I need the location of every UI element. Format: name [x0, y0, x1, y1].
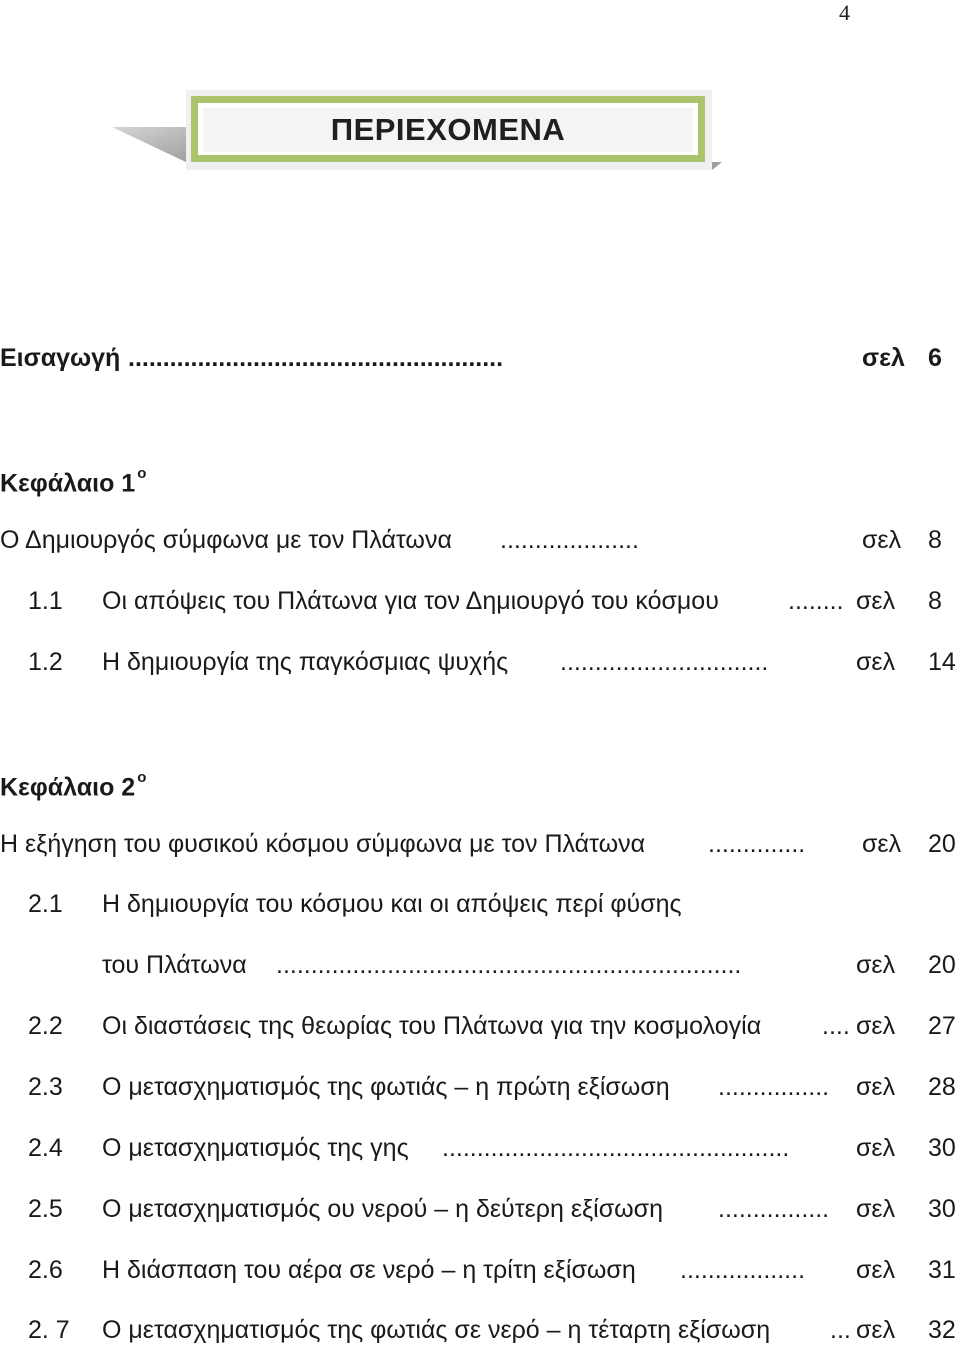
toc-leader-dots: .................... [500, 526, 639, 554]
toc-page-number: 6 [928, 344, 942, 372]
title-banner [112, 90, 722, 175]
toc-leader-dots: .... [822, 1012, 850, 1040]
toc-sel-label: σελ [862, 344, 905, 372]
toc-entry-2-4[interactable] [0, 1130, 960, 1166]
toc-entry-2-5[interactable] [0, 1191, 960, 1227]
toc-entry-text: Ο μετασχηματισμός της φωτιάς – η πρώτη εξίσωση [102, 1073, 670, 1101]
toc-section-number: 2.2 [28, 1012, 63, 1040]
toc-entry-text: Οι διαστάσεις της θεωρίας του Πλάτωνα για την κοσμολογία [102, 1012, 762, 1040]
toc-sel-label: σελ [856, 1256, 896, 1284]
toc-entry-text: Η δημιουργία του κόσμου και οι απόψεις περί φύσης [102, 890, 682, 918]
page-title: ΠΕΡΙΕΧΟΜΕΝΑ [330, 112, 566, 147]
toc-page-number: 30 [928, 1134, 956, 1162]
toc-entry-2-2[interactable] [0, 1008, 960, 1044]
toc-entry-text: Η διάσπαση του αέρα σε νερό – η τρίτη εξίσωση [102, 1256, 636, 1284]
toc-sel-label: σελ [856, 1195, 896, 1223]
page-number: 4 [839, 0, 850, 25]
toc-sel-label: σελ [862, 526, 902, 554]
toc-sel-label: σελ [856, 648, 896, 676]
toc-entry-chapter-2[interactable] [0, 826, 960, 862]
toc-entry-2-1-continued[interactable] [0, 947, 960, 983]
toc-sel-label: σελ [862, 830, 902, 858]
toc-page-number: 31 [928, 1256, 956, 1284]
toc-page-number: 20 [928, 830, 956, 858]
toc-entry-2-3[interactable] [0, 1069, 960, 1105]
chapter-1-heading [0, 460, 960, 496]
toc-leader-dots: .............. [708, 830, 806, 858]
toc-entry-1-2[interactable] [0, 644, 960, 680]
toc-page-number: 28 [928, 1073, 956, 1101]
toc-leader-dots: ... [830, 1316, 851, 1344]
toc-page-number: 8 [928, 587, 942, 615]
banner-inner [203, 108, 693, 152]
toc-section-number: 2.6 [28, 1256, 63, 1284]
toc-sel-label: σελ [856, 587, 896, 615]
toc-sel-label: σελ [856, 1134, 896, 1162]
toc-section-number: 2. 7 [28, 1316, 70, 1344]
toc-page-number: 20 [928, 951, 956, 979]
toc-entry-text: Οι απόψεις του Πλάτωνα για τον Δημιουργό του κόσμου [102, 587, 719, 615]
toc-leader-dots: .............................. [560, 648, 769, 676]
toc-entry-text: Ο Δημιουργός σύμφωνα με τον Πλάτωνα [0, 526, 452, 554]
toc-entry-1-1[interactable] [0, 583, 960, 619]
toc-section-number: 2.3 [28, 1073, 63, 1101]
toc-entry-2-1[interactable] [0, 886, 960, 922]
toc-entry-2-6[interactable] [0, 1252, 960, 1288]
toc-entry-text-continued: του Πλάτωνα [102, 951, 247, 979]
toc-leader-dots: .................................................. [442, 1134, 790, 1162]
toc-sel-label: σελ [856, 1316, 896, 1344]
toc-leader-dots: ................ [718, 1195, 830, 1223]
toc-leader-dots: ................................................................... [276, 951, 742, 979]
toc-entry-text: Η εξήγηση του φυσικού κόσμου σύμφωνα με τον Πλάτωνα [0, 830, 646, 858]
toc-page-number: 14 [928, 648, 956, 676]
toc-page-number: 30 [928, 1195, 956, 1223]
toc-entry-2-7[interactable] [0, 1312, 960, 1348]
toc-entry-chapter-1[interactable] [0, 522, 960, 558]
toc-leader-dots: .................. [680, 1256, 806, 1284]
toc-entry-text: Ο μετασχηματισμός ου νερού – η δεύτερη εξίσωση [102, 1195, 663, 1223]
toc-leader-dots: ........ [788, 587, 844, 615]
toc-sel-label: σελ [856, 1073, 896, 1101]
toc-section-number: 1.1 [28, 587, 63, 615]
chapter-1-superscript: ο [137, 465, 147, 482]
toc-entry-text: Ο μετασχηματισμός της φωτιάς σε νερό – η τέταρτη εξίσωση [102, 1316, 771, 1344]
toc-leader-dots: ...................................................... [128, 344, 504, 372]
toc-page-number: 32 [928, 1316, 956, 1344]
chapter-1-label: Κεφάλαιο 1 [0, 469, 136, 498]
toc-sel-label: σελ [856, 951, 896, 979]
toc-sel-label: σελ [856, 1012, 896, 1040]
toc-section-number: 2.5 [28, 1195, 63, 1223]
banner-corner [712, 162, 722, 170]
chapter-2-superscript: ο [137, 769, 147, 786]
toc-entry-text: Ο μετασχηματισμός της γης [102, 1134, 409, 1162]
chapter-2-heading [0, 764, 960, 800]
toc-entry-text: Η δημιουργία της παγκόσμιας ψυχής [102, 648, 509, 676]
toc-section-number: 1.2 [28, 648, 63, 676]
toc-page-number: 8 [928, 526, 942, 554]
toc-leader-dots: ................ [718, 1073, 830, 1101]
banner-ribbon [112, 127, 188, 163]
toc-page-number: 27 [928, 1012, 956, 1040]
toc-section-number: 2.1 [28, 890, 63, 918]
chapter-2-label: Κεφάλαιο 2 [0, 773, 136, 802]
toc-entry-text: Εισαγωγή [0, 344, 121, 372]
toc-section-number: 2.4 [28, 1134, 63, 1162]
toc-entry-intro[interactable] [0, 340, 960, 376]
